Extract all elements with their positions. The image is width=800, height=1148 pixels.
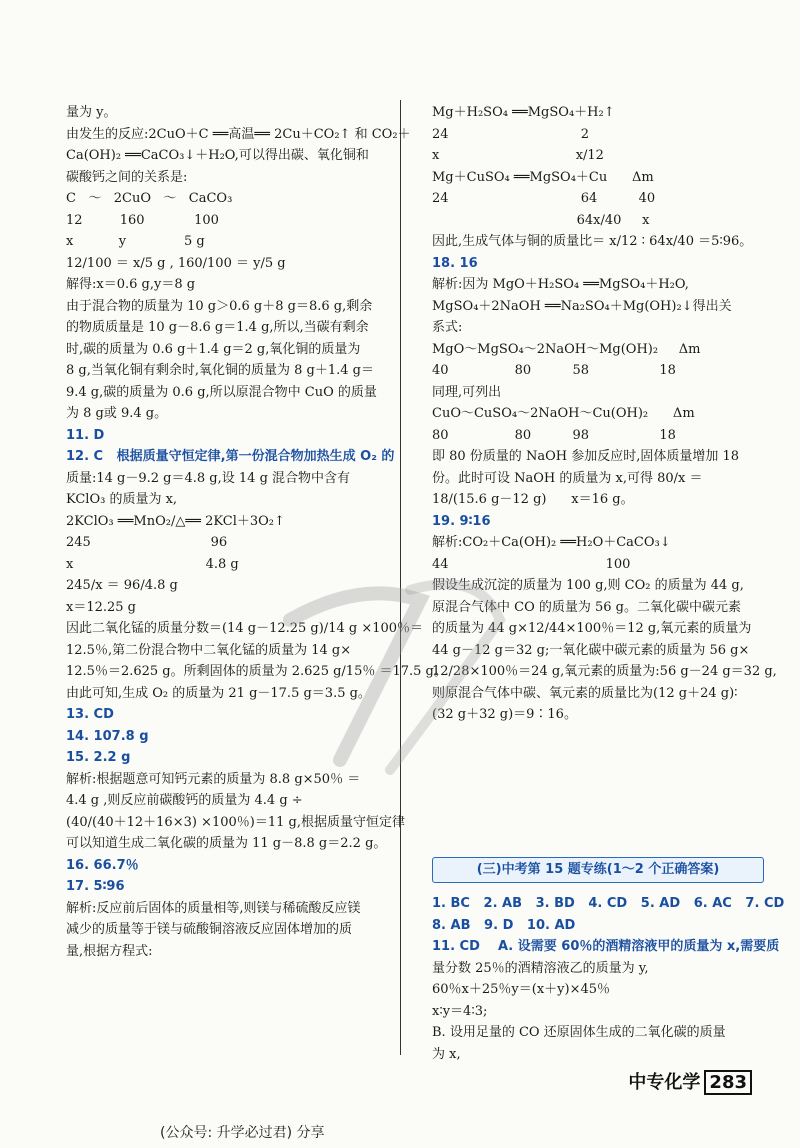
text-line: 245 96 bbox=[66, 535, 228, 550]
text-line: 18/(15.6 g－12 g) x＝16 g。 bbox=[432, 492, 634, 507]
text-line: 由此可知,生成 O₂ 的质量为 21 g－17.5 g＝3.5 g。 bbox=[66, 685, 371, 701]
text-line: 系式: bbox=[432, 320, 463, 335]
text-line: CuO～CuSO₄～2NaOH～Cu(OH)₂ Δm bbox=[432, 406, 695, 421]
text-line: 9.4 g,碳的质量为 0.6 g,所以原混合物中 CuO 的质量 bbox=[66, 384, 377, 400]
text-line: MgO～MgSO₄～2NaOH～Mg(OH)₂ Δm bbox=[432, 341, 701, 357]
text-line: 245/x ＝ 96/4.8 g bbox=[66, 578, 178, 593]
text-line: (32 g＋32 g)＝9∶16。 bbox=[432, 707, 577, 722]
text-line: 为 8 g或 9.4 g。 bbox=[66, 406, 168, 421]
text-line: Mg＋CuSO₄ ══MgSO₄＋Cu Δm bbox=[432, 169, 654, 185]
text-line: 解析:因为 MgO＋H₂SO₄ ══MgSO₄＋H₂O, bbox=[432, 277, 689, 292]
text-line: 因此,生成气体与铜的质量比＝ x/12 ∶ 64x/40 ＝5∶96。 bbox=[432, 234, 753, 249]
text-line: 44 g－12 g＝32 g;一氧化碳中碳元素的质量为 56 g× bbox=[432, 642, 750, 658]
text-line: B. 设用足量的 CO 还原固体生成的二氧化碳的质量 bbox=[432, 1025, 726, 1040]
text-line: (40/(40＋12＋16×3) ×100％)＝11 g,根据质量守恒定律 bbox=[66, 814, 405, 830]
text-line: 碳酸钙之间的关系是: bbox=[66, 169, 188, 185]
text-line: MgSO₄＋2NaOH ══Na₂SO₄＋Mg(OH)₂↓得出关 bbox=[432, 298, 732, 314]
text-line: 假设生成沉淀的质量为 100 g,则 CO₂ 的质量为 44 g, bbox=[432, 578, 744, 593]
text-line: x x/12 bbox=[432, 148, 604, 163]
footer-share-note: (公众号: 升学必过君) 分享 bbox=[160, 1125, 325, 1141]
text-line: x＝12.25 g bbox=[66, 599, 137, 615]
text-line: 4.4 g ,则反应前碳酸钙的质量为 4.4 g ÷ bbox=[66, 793, 303, 808]
text-line: 由于混合物的质量为 10 g＞0.6 g＋8 g＝8.6 g,剩余 bbox=[66, 298, 373, 314]
text-line: x 4.8 g bbox=[66, 556, 239, 572]
text-line: 可以知道生成二氧化碳的质量为 11 g－8.8 g＝2.2 g。 bbox=[66, 836, 387, 851]
text-line: KClO₃ 的质量为 x, bbox=[66, 492, 178, 507]
text-line: 解析:CO₂＋Ca(OH)₂ ══H₂O＋CaCO₃↓ bbox=[432, 535, 671, 550]
text-line: 12.5％＝2.625 g。所剩固体的质量为 2.625 g/15％ ＝17.5 g。 bbox=[66, 664, 447, 679]
text-line: 12 160 100 bbox=[66, 212, 219, 228]
text-line: x∶y＝4∶3; bbox=[432, 1003, 488, 1019]
text-line: 减少的质量等于镁与硫酸铜溶液反应固体增加的质 bbox=[66, 922, 353, 937]
text-line: 由发生的反应:2CuO＋C ══高温══ 2Cu＋CO₂↑ 和 CO₂＋ bbox=[66, 126, 411, 142]
text-line: 时,碳的质量为 0.6 g＋1.4 g＝2 g,氧化铜的质量为 bbox=[66, 341, 361, 357]
text-line: 40 80 58 18 bbox=[432, 363, 676, 378]
footer-brand-text: 中专化学 bbox=[628, 1072, 701, 1093]
text-line: 19. 9∶16 bbox=[432, 513, 491, 529]
text-line: 24 2 bbox=[432, 126, 590, 142]
text-line: 12. C 根据质量守恒定律,第一份混合物加热生成 O₂ 的 bbox=[66, 449, 395, 464]
text-line: 15. 2.2 g bbox=[66, 750, 131, 765]
text-line: 12.5％,第二份混合物中二氧化锰的质量为 14 g× bbox=[66, 642, 352, 658]
text-line: 24 64 40 bbox=[432, 191, 656, 206]
text-line: 解析:反应前后固体的质量相等,则镁与稀硫酸反应镁 bbox=[66, 900, 361, 916]
text-line: 1. BC 2. AB 3. BD 4. CD 5. AD 6. AC 7. CD bbox=[432, 896, 785, 911]
text-line: 64x/40 x bbox=[432, 212, 650, 228]
text-line: 则原混合气体中碳、氧元素的质量比为(12 g＋24 g)∶ bbox=[432, 685, 738, 701]
text-line: 80 80 98 18 bbox=[432, 427, 676, 443]
text-line: 解析:根据题意可知钙元素的质量为 8.8 g×50％ ＝ bbox=[66, 771, 361, 787]
text-line: 2KClO₃ ══MnO₂/△══ 2KCl＋3O₂↑ bbox=[66, 513, 285, 529]
text-line: 的物质质量是 10 g－8.6 g＝1.4 g,所以,当碳有剩余 bbox=[66, 320, 369, 335]
text-line: 解得:x＝0.6 g,y＝8 g bbox=[66, 277, 196, 292]
right-column-bottom bbox=[432, 893, 792, 1065]
text-line: 18. 16 bbox=[432, 255, 478, 271]
text-line: x y 5 g bbox=[66, 234, 205, 249]
text-line: C ～ 2CuO ～ CaCO₃ bbox=[66, 191, 233, 206]
text-line: 11. D bbox=[66, 427, 105, 443]
text-line: 11. CD A. 设需要 60％的酒精溶液甲的质量为 x,需要质 bbox=[432, 939, 780, 954]
text-line: 8 g,当氧化铜有剩余时,氧化铜的质量为 8 g＋1.4 g＝ bbox=[66, 363, 374, 378]
text-line: 44 100 bbox=[432, 556, 631, 572]
text-line: Mg＋H₂SO₄ ══MgSO₄＋H₂↑ bbox=[432, 105, 615, 120]
text-line: 量,根据方程式: bbox=[66, 943, 153, 959]
section-title: (三)中考第 15 题专练(1～2 个正确答案) bbox=[432, 857, 764, 883]
left-column bbox=[66, 102, 447, 962]
footer-brand bbox=[628, 1068, 752, 1094]
text-line: 质量:14 g－9.2 g＝4.8 g,设 14 g 混合物中含有 bbox=[66, 470, 351, 486]
text-line: 的质量为 44 g×12/44×100％＝12 g,氧元素的质量为 bbox=[432, 621, 752, 636]
text-line: 量分数 25％的酒精溶液乙的质量为 y, bbox=[432, 960, 649, 976]
text-line: 因此二氧化锰的质量分数＝(14 g－12.25 g)/14 g ×100％＝ bbox=[66, 621, 424, 636]
text-line: 13. CD bbox=[66, 707, 114, 722]
text-line: 60％x＋25％y＝(x＋y)×45％ bbox=[432, 982, 611, 997]
text-line: 14. 107.8 g bbox=[66, 728, 149, 744]
text-line: 17. 5∶96 bbox=[66, 879, 125, 894]
text-line: 12/28×100％＝24 g,氧元素的质量为:56 g－24 g＝32 g, bbox=[432, 664, 777, 679]
text-line: 为 x, bbox=[432, 1046, 461, 1062]
text-line: Ca(OH)₂ ══CaCO₃↓＋H₂O,可以得出碳、氧化铜和 bbox=[66, 148, 369, 163]
text-line: 原混合气体中 CO 的质量为 56 g。二氧化碳中碳元素 bbox=[432, 599, 741, 615]
text-line: 同理,可列出 bbox=[432, 384, 502, 400]
page-number: 283 bbox=[704, 1070, 752, 1095]
right-column-top bbox=[432, 102, 792, 726]
text-line: 即 80 份质量的 NaOH 参加反应时,固体质量增加 18 bbox=[432, 449, 739, 464]
text-line: 16. 66.7％ bbox=[66, 857, 139, 873]
text-line: 8. AB 9. D 10. AD bbox=[432, 917, 576, 933]
text-line: 份。此时可设 NaOH 的质量为 x,可得 80/x ＝ bbox=[432, 470, 703, 486]
text-line: 量为 y。 bbox=[66, 105, 117, 120]
text-line: 12/100 ＝ x/5 g , 160/100 ＝ y/5 g bbox=[66, 255, 286, 271]
